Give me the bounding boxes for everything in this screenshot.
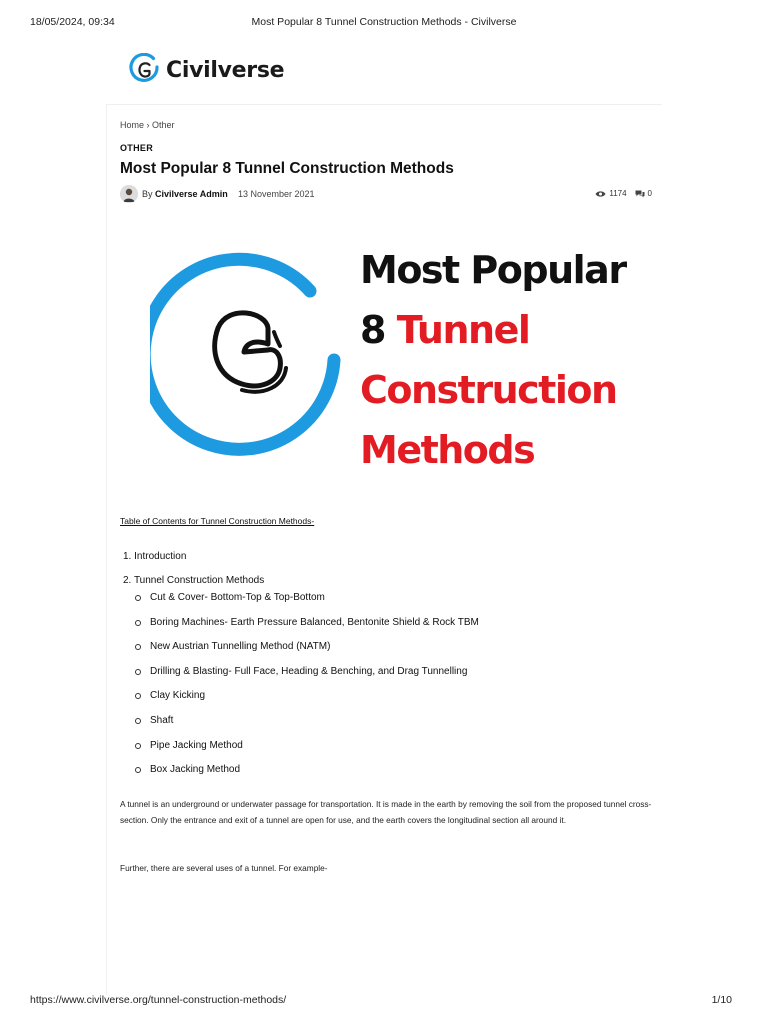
featured-word-tunnel: Tunnel xyxy=(396,308,530,352)
toc-item-methods[interactable]: 2. Tunnel Construction Methods xyxy=(123,575,265,586)
body-paragraph: A tunnel is an underground or underwater passage for transportation. It is made in the earth by removing the soil from the proposed tunnel cross-section. Only the entrance and exit of a tunnel are open for use, and the earth covers the longitudinal section all around it. xyxy=(120,799,652,825)
content-top-divider xyxy=(106,104,662,105)
featured-line-3: Construction xyxy=(360,368,617,412)
article-meta xyxy=(120,185,652,203)
toc-subitem[interactable]: Clay Kicking xyxy=(134,686,479,711)
toc-item-introduction[interactable]: 1. Introduction xyxy=(123,551,187,562)
page-title: Most Popular 8 Tunnel Construction Methods xyxy=(120,160,454,177)
toc-subitem[interactable]: Shaft xyxy=(134,711,479,736)
body-paragraph: Further, there are several uses of a tunnel. For example- xyxy=(120,863,328,873)
comment-icon xyxy=(635,190,645,198)
site-name: Civilverse xyxy=(166,57,285,83)
featured-image xyxy=(150,228,660,478)
toc-subitems xyxy=(134,588,479,785)
toc-subitem[interactable]: New Austrian Tunnelling Method (NATM) xyxy=(134,637,479,662)
by-label: By xyxy=(142,189,153,199)
print-header xyxy=(30,16,738,30)
toc-subitem[interactable]: Drilling & Blasting- Full Face, Heading & Benching, and Drag Tunnelling xyxy=(134,662,479,687)
featured-headline xyxy=(360,240,626,480)
byline xyxy=(142,189,228,199)
toc-subitem[interactable]: Cut & Cover- Bottom-Top & Top-Bottom xyxy=(134,588,479,613)
breadcrumb-home[interactable]: Home xyxy=(120,120,145,130)
toc-subitem[interactable]: Box Jacking Method xyxy=(134,760,479,785)
featured-line-4: Methods xyxy=(360,428,535,472)
breadcrumb-separator: › xyxy=(146,120,150,130)
toc-subitem[interactable]: Pipe Jacking Method xyxy=(134,736,479,761)
print-page-number: 1/10 xyxy=(711,994,732,1006)
featured-line-2 xyxy=(360,300,626,360)
print-url: https://www.civilverse.org/tunnel-construction-methods/ xyxy=(30,994,287,1006)
views-count xyxy=(595,189,626,198)
site-logo[interactable] xyxy=(128,53,284,87)
comments-value: 0 xyxy=(647,189,652,198)
views-value: 1174 xyxy=(609,189,627,198)
featured-number: 8 xyxy=(360,308,385,352)
author-avatar-icon xyxy=(120,185,138,203)
breadcrumb xyxy=(120,120,175,130)
category-label[interactable]: OTHER xyxy=(120,143,153,153)
breadcrumb-current[interactable]: Other xyxy=(152,120,175,130)
table-of-contents xyxy=(123,549,479,785)
eye-icon xyxy=(595,190,606,198)
featured-line-1: Most Popular xyxy=(360,248,626,292)
toc-title[interactable]: Table of Contents for Tunnel Construction Methods- xyxy=(120,516,315,526)
civilverse-logo-icon xyxy=(128,53,162,87)
article-stats xyxy=(595,189,652,198)
content-left-divider xyxy=(106,104,107,994)
print-date: 18/05/2024, 09:34 xyxy=(30,16,115,28)
comments-count[interactable] xyxy=(635,189,652,198)
civilverse-emblem-icon xyxy=(150,228,350,478)
publish-date: 13 November 2021 xyxy=(238,189,315,199)
author-name[interactable]: Civilverse Admin xyxy=(155,189,228,199)
toc-subitem[interactable]: Boring Machines- Earth Pressure Balanced, Bentonite Shield & Rock TBM xyxy=(134,613,479,638)
avatar[interactable] xyxy=(120,185,138,203)
print-page-title: Most Popular 8 Tunnel Construction Methods - Civilverse xyxy=(251,16,517,28)
print-footer xyxy=(30,994,738,1008)
